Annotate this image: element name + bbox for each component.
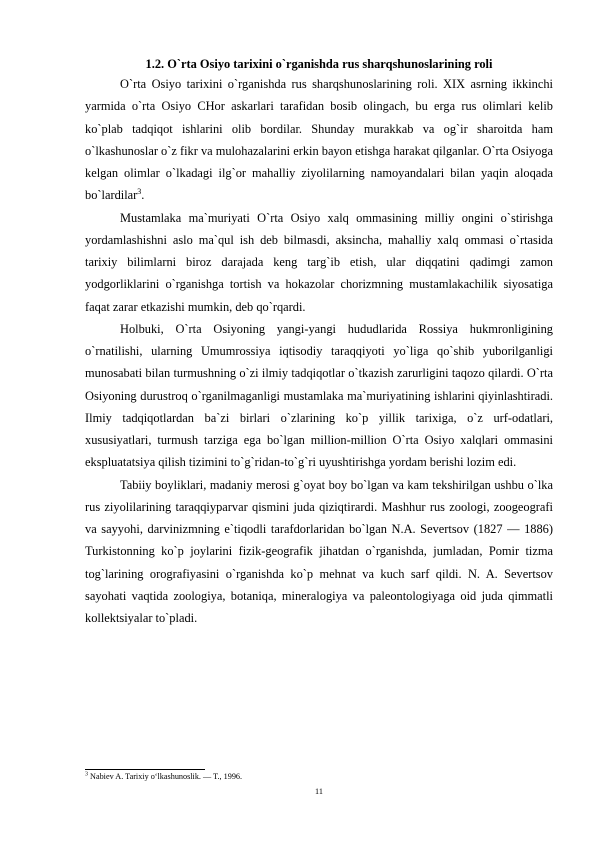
footnote-number: 3 <box>85 771 88 778</box>
paragraph-3: Holbuki, O`rta Osiyoning yangi-yangi hududlarida Rossiya hukmronligining o`rnatilishi, ularning Umumrossiya iqtisodiy taraqqiyoti yo`liga qo`shib yuborilganligi munosabati bilan turmushning o`zi ilmiy tadqiqotlar o`tkazish zarurligini taqozo qilardi. O`rta Osiyoning durustroq o`rganilmaganligi mustamlaka ma`muriyatining ishlarini qiyinlashtiradi. Ilmiy tadqiqotlardan ba`zi birlari o`zlarining ko`p yillik tarixiga, o`z urf-odatlari, xususiyatlari, turmush tarziga ega bo`lgan million-million O`rta Osiyo xalqlari ommasini ekspluatatsiya qilish tizimini to`g`ridan-to`g`ri uyushtirishga yordam berishi lozim edi. <box>85 321 553 470</box>
page-number: 11 <box>315 787 323 796</box>
footnote-text: Nabiev A. Tarixiy o‘lkashunoslik. — T., 1996. <box>90 772 243 781</box>
footnote <box>85 771 553 782</box>
section-heading: 1.2. O`rta Osiyo tarixini o`rganishda rus sharqshunoslarining roli <box>145 57 493 71</box>
paragraph-4: Tabiiy boyliklari, madaniy merosi g`oyat boy bo`lgan va kam tekshirilgan ushbu o`lka rus ziyolilarining taraqqiyparvar qismini juda qiziqtirardi. Mashhur rus zoologi, zoogeografi va sayyohi, darvinizmning e`tiqodli tarafdorlaridan bo`lgan N.A. Severtsov (1827 — 1886) Turkistonning ko`p joylarini fizik-geografik jihatdan o`rganishda, jumladan, Pomir tizma tog`larining orografiyasini o`rganishda ko`p mehnat va kuch sarf qildi. N. A. Severtsov sayohati vaqtida zoologiya, botaniqa, mineralogiya va paleontologiyaga oid juda qimmatli kollektsiyalar to`pladi. <box>85 477 553 625</box>
paragraph-1 <box>85 73 553 207</box>
footnote-reference[interactable]: 3 <box>137 187 142 197</box>
body-text <box>85 73 553 629</box>
footnote-divider <box>85 769 205 770</box>
paragraph-2: Mustamlaka ma`muriyati O`rta Osiyo xalq ommasining milliy ongini o`stirishga yordamlashishni aslo ma`qul ish deb bilmasdi, aksincha, mahalliy xalq ommasi o`rtasida tarixiy bilimlarni biroz darajada keng targ`ib etish, ular diqqatini qadimgi zamon yodgorliklarini o`rganishga tortish va hokazolar chorizmning mustamlakachilik siyosatiga faqat zarar etkazishi mumkin, deb qo`rqardi. <box>85 210 553 314</box>
paragraph-1-end-punct: . <box>141 188 145 203</box>
paragraph-1-text: O`rta Osiyo tarixini o`rganishda rus sharqshunoslarining roli. XIX asrning ikkinchi yarmida o`rta Osiyo CHor askarlari tarafidan bosib olingach, bu erga rus olimlari kelib ko`plab tadqiqot ishlarini olib bordilar. Shunday murakkab va og`ir sharoitda ham o`lkashunoslar o`z fikr va mulohazalarini erkin bayon etishga harakat qilganlar. O`rta Osiyoga kelgan olimlar o`lkadagi ilg`or mahalliy ziyolilarning namoyandalari bilan yaqin aloqada bo`lardilar <box>85 77 553 203</box>
